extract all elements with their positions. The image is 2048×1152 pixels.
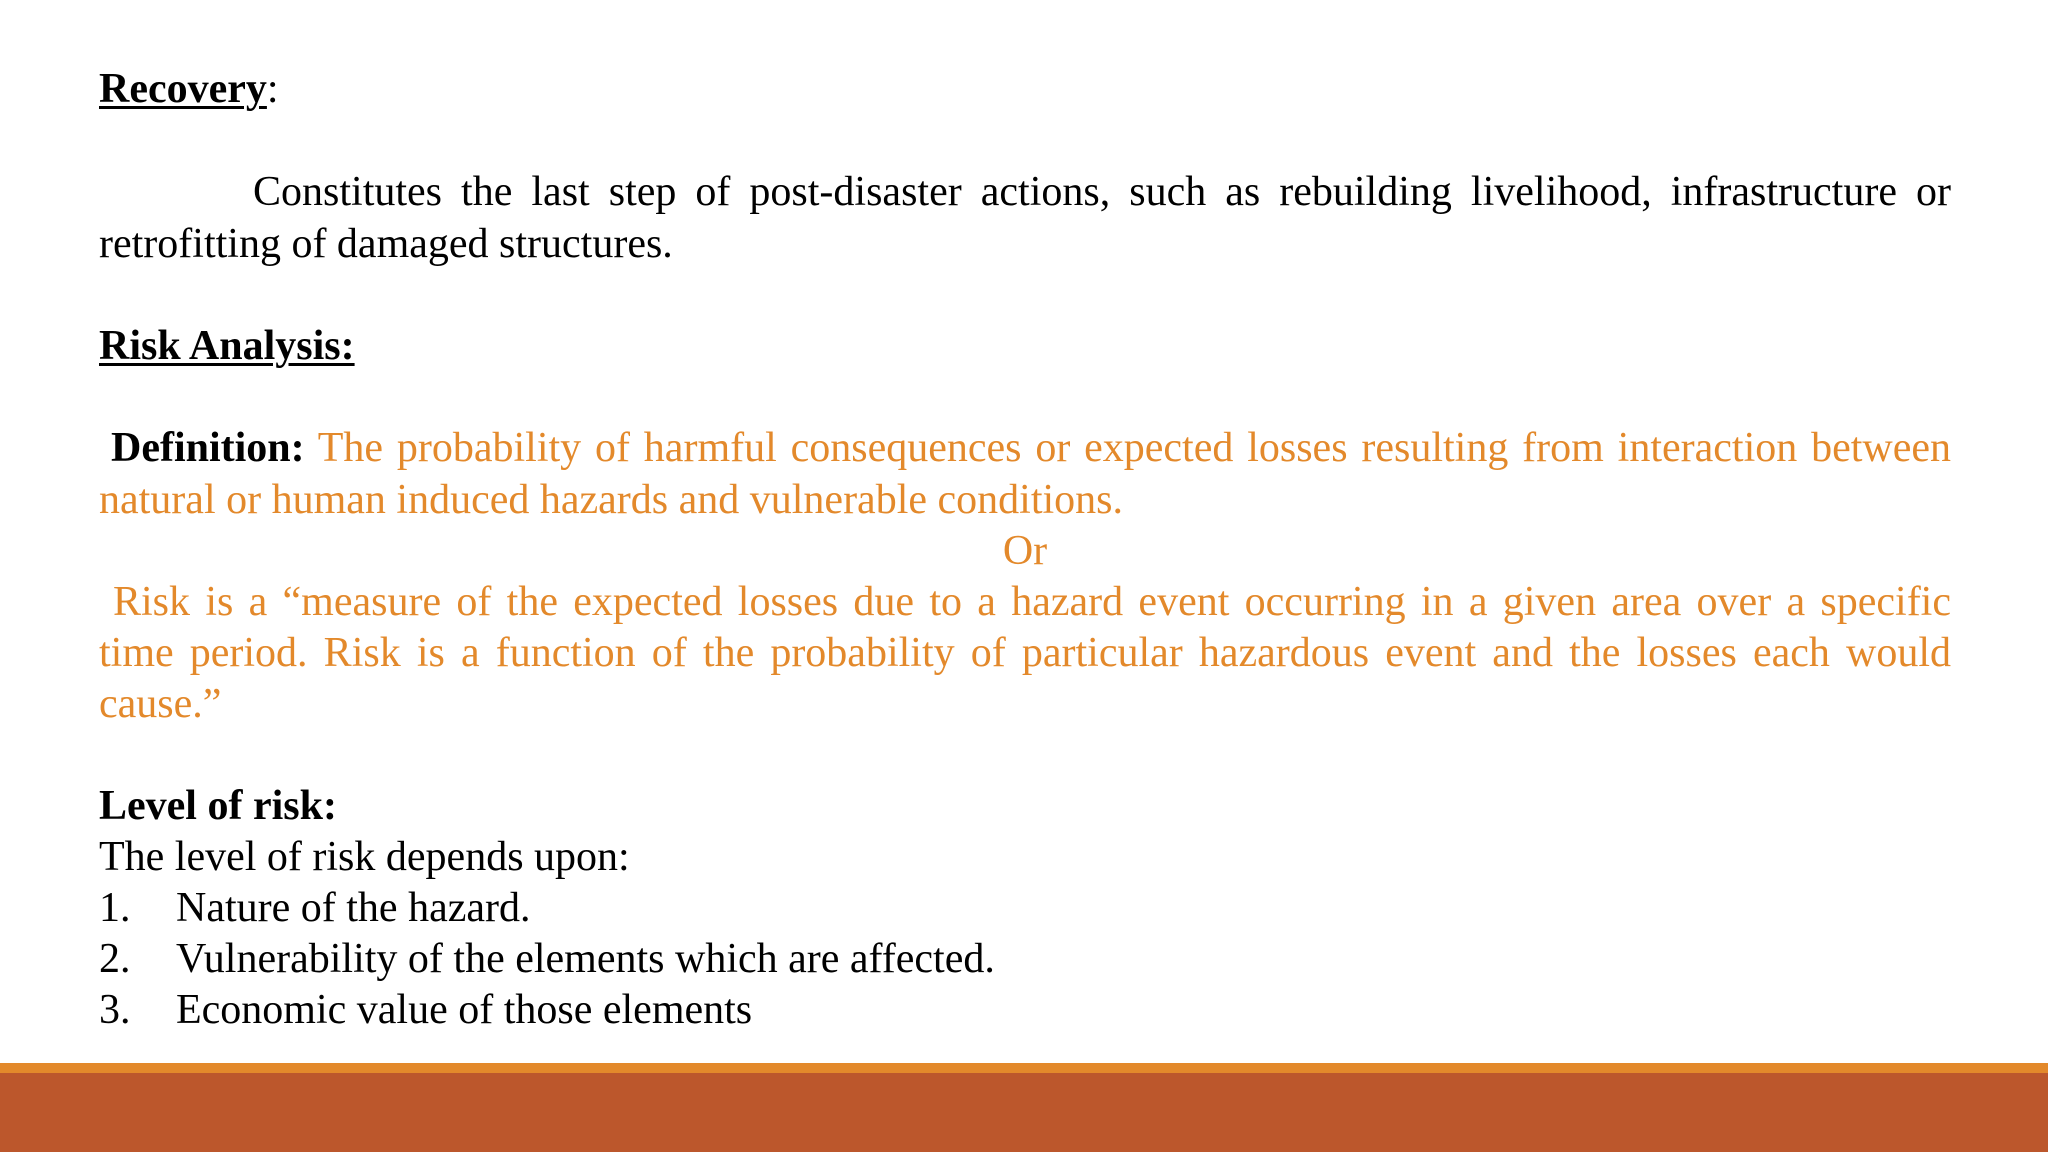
alt-definition-line2: time period. Risk is a function of the probability of particular hazardous event and the losses each would xyxy=(99,630,1951,676)
list-item xyxy=(99,882,530,934)
definition-label: Definition: xyxy=(111,425,305,471)
recovery-text-line1: Constitutes the last step of post-disaster actions, such as rebuilding livelihood, infrastructure or xyxy=(253,169,1951,215)
recovery-heading-line xyxy=(99,63,279,115)
footer-band-accent xyxy=(0,1063,2048,1073)
list-item-text: Vulnerability of the elements which are affected. xyxy=(176,936,995,982)
level-of-risk-heading: Level of risk: xyxy=(99,783,337,829)
definition-line1 xyxy=(99,422,1951,474)
footer-band xyxy=(0,1073,2048,1152)
alt-definition-line3: cause.” xyxy=(99,681,222,727)
list-item-text: Economic value of those elements xyxy=(176,987,753,1033)
definition-text-line1: The probability of harmful consequences or expected losses resulting from interaction between xyxy=(317,425,1951,471)
recovery-heading: Recovery xyxy=(99,66,267,112)
risk-analysis-heading: Risk Analysis: xyxy=(99,323,355,369)
level-of-risk-intro: The level of risk depends upon: xyxy=(99,834,630,880)
recovery-colon: : xyxy=(266,66,279,112)
alt-definition-line1: Risk is a “measure of the expected losses due to a hazard event occurring in a given area over a specific xyxy=(113,579,1951,625)
list-item-number: 1. xyxy=(99,885,131,931)
list-item xyxy=(99,984,752,1036)
definition-text-line2: natural or human induced hazards and vulnerable conditions. xyxy=(99,477,1123,523)
recovery-text-line2: retrofitting of damaged structures. xyxy=(99,221,673,267)
list-item-number: 3. xyxy=(99,987,131,1033)
list-item-number: 2. xyxy=(99,936,131,982)
or-separator: Or xyxy=(1002,528,1048,574)
list-item xyxy=(99,933,995,985)
list-item-text: Nature of the hazard. xyxy=(176,885,531,931)
